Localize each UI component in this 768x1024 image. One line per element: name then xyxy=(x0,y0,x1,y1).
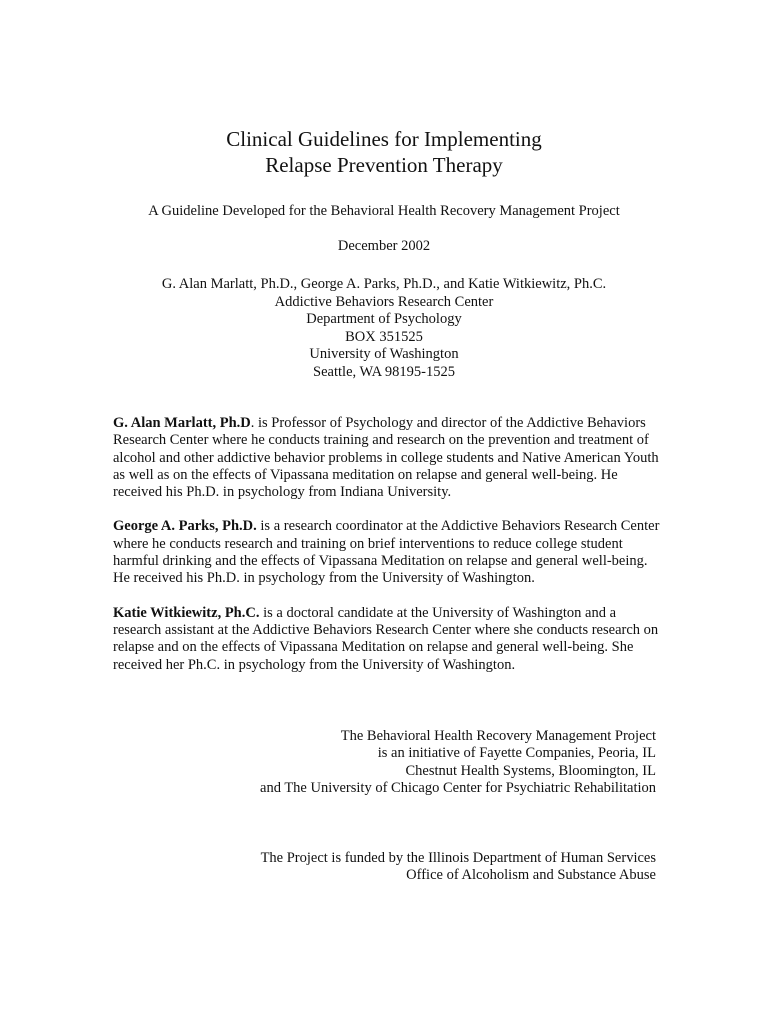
document-date: December 2002 xyxy=(337,238,431,254)
funding-note xyxy=(261,850,656,885)
document-title xyxy=(0,126,768,178)
affiliation-line: Department of Psychology xyxy=(306,311,462,327)
author-bios xyxy=(113,415,661,691)
document-subtitle: A Guideline Developed for the Behavioral Health Recovery Management Project xyxy=(148,203,620,219)
author-block xyxy=(0,276,768,381)
bio-parks xyxy=(113,518,661,587)
project-line: Chestnut Health Systems, Bloomington, IL xyxy=(405,762,656,779)
bio-name: G. Alan Marlatt, Ph.D xyxy=(113,415,251,431)
bio-text: is a research coordinator at the Addictive Behaviors Research Center where he conducts research and training on brief interventions to reduce college student harmful drinking and the effects of Vipassana Meditation on relapse and general well-being. He received his Ph.D. in psychology from the University of Washington. xyxy=(113,518,660,587)
project-line: and The University of Chicago Center for Psychiatric Rehabilitation xyxy=(260,779,656,796)
bio-name: Katie Witkiewitz, Ph.C. xyxy=(113,604,260,621)
author-names: G. Alan Marlatt, Ph.D., George A. Parks, Ph.D., and Katie Witkiewitz, Ph.C. xyxy=(161,276,607,292)
bio-text: . is Professor of Psychology and director of the Addictive Behaviors Research Center where he conducts training and research on the prevention and treatment of alcohol and other addictive behavior problems in college students and Native American Youth as well as on the effects of Vipassana meditation on relapse and general well-being. He received his Ph.D. in psychology from Indiana University. xyxy=(113,415,659,501)
affiliation-line: Seattle, WA 98195-1525 xyxy=(313,363,455,380)
bio-witkiewitz xyxy=(113,605,661,674)
bio-marlatt xyxy=(113,415,661,501)
project-note xyxy=(260,728,656,797)
project-line: is an initiative of Fayette Companies, Peoria, IL xyxy=(377,745,656,762)
bio-text: is a doctoral candidate at the University of Washington and a research assistant at the Addictive Behaviors Research Center where she conducts research on relapse and on the effects of Vipassana Meditation on relapse and general well-being. She received her Ph.C. in psychology from the University of Washington. xyxy=(113,604,659,673)
funding-line: Office of Alcoholism and Substance Abuse xyxy=(406,867,656,884)
project-line: The Behavioral Health Recovery Management Project xyxy=(340,728,656,744)
affiliation-line: Addictive Behaviors Research Center xyxy=(274,293,494,310)
funding-line: The Project is funded by the Illinois Department of Human Services xyxy=(260,850,656,866)
affiliation-line: BOX 351525 xyxy=(345,328,423,345)
title-line-1: Clinical Guidelines for Implementing xyxy=(226,127,542,151)
bio-name: George A. Parks, Ph.D. xyxy=(113,518,257,535)
title-line-2: Relapse Prevention Therapy xyxy=(265,153,503,177)
affiliation-line: University of Washington xyxy=(309,346,459,362)
